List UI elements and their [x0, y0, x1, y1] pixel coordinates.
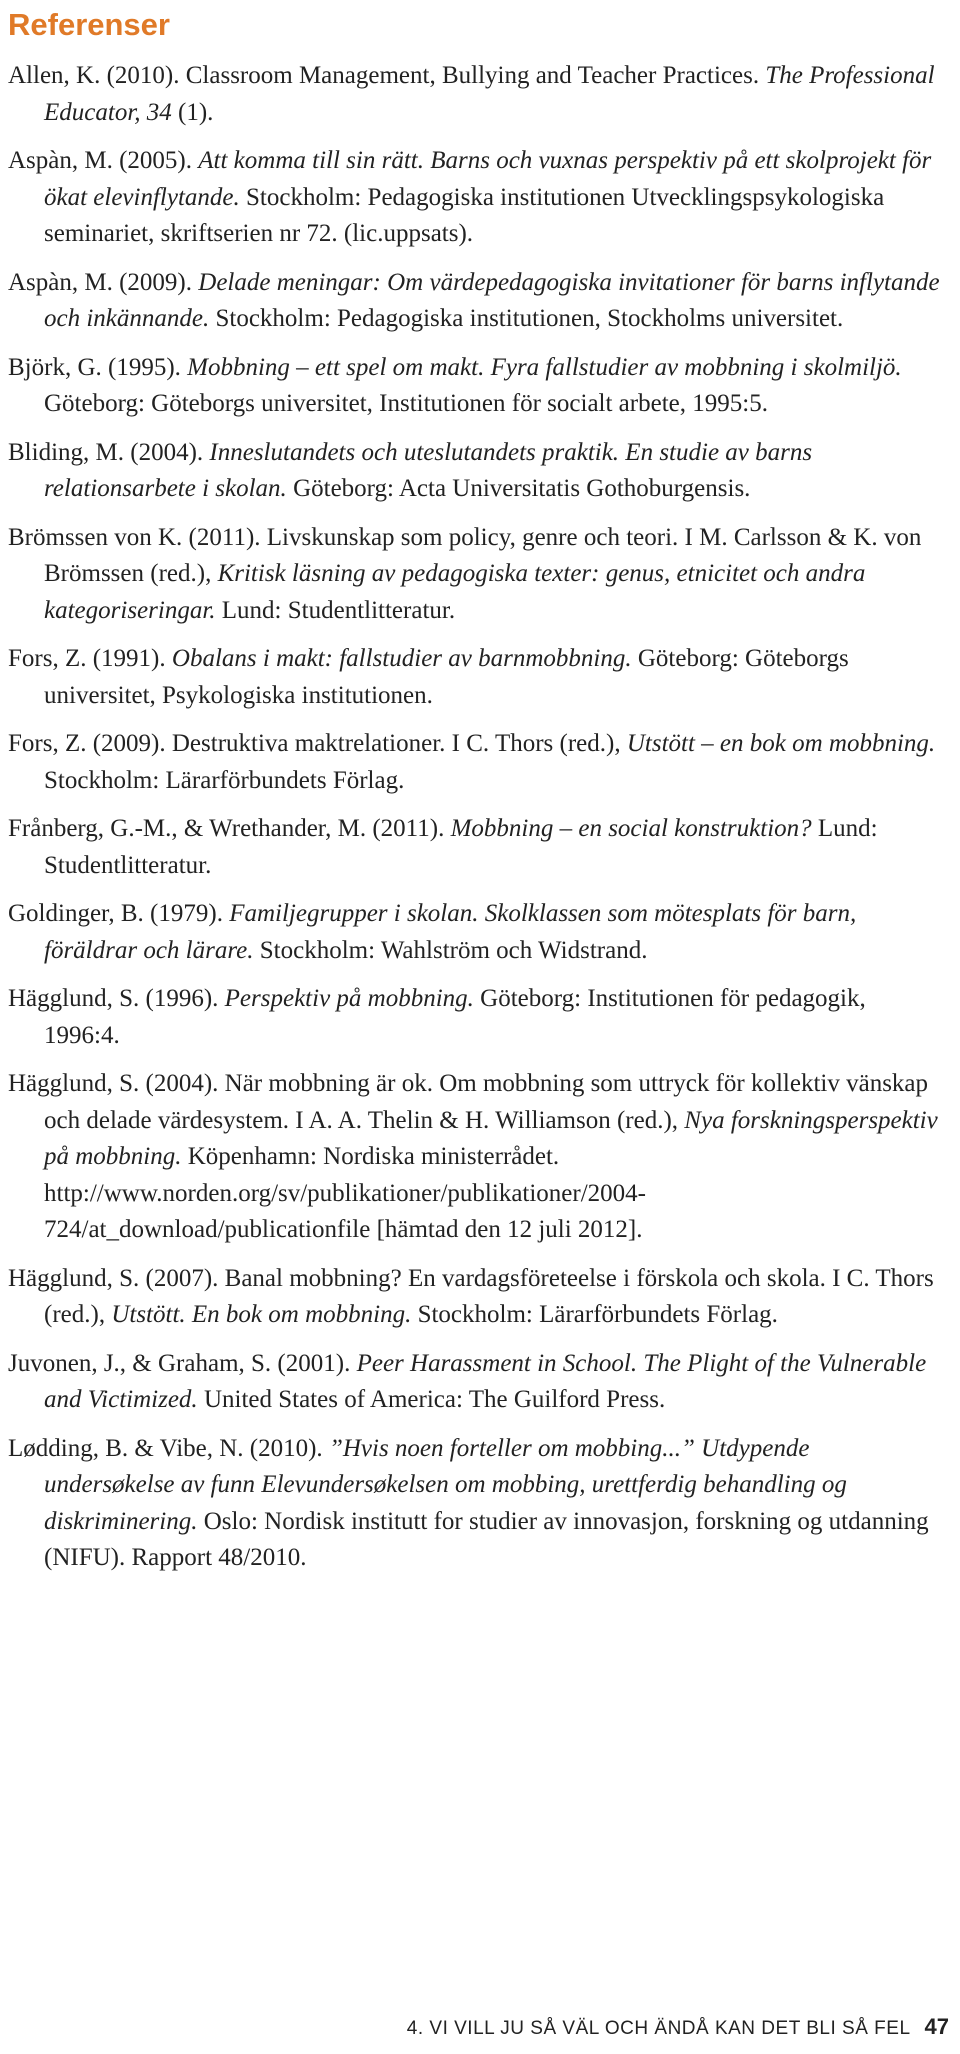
reference-text: Brömssen von K. (2011). Livskunskap som policy, genre och teori. I M. Carlsson & K. von Brömssen (red.),: [8, 523, 922, 587]
reference-title: Perspektiv på mobbning.: [224, 985, 474, 1012]
reference-text: United States of America: The Guilford Press.: [197, 1386, 666, 1413]
reference-entry: [8, 1261, 943, 1334]
reference-entry: [8, 641, 943, 714]
reference-text: (1).: [171, 98, 214, 126]
reference-list: [8, 58, 943, 1589]
reference-text: Göteborg: Göteborgs universitet, Institutionen för socialt arbete, 1995:5.: [44, 390, 768, 417]
reference-text: Göteborg: Göteborgs universitet, Psykologiska institutionen.: [44, 645, 849, 709]
reference-title: Utstött – en bok om mobbning.: [626, 730, 936, 757]
reference-text: Hägglund, S. (2007). Banal mobbning? En vardagsföreteelse i förskola och skola. I C. Thors (red.),: [8, 1264, 934, 1328]
reference-text: Köpenhamn: Nordiska ministerrådet. http://www.norden.org/sv/publikationer/publikationer/2004-724/at_download/publicationfile [hämtad den 12 juli 2012].: [44, 1143, 647, 1243]
reference-text: Oslo: Nordisk institutt for studier av innovasjon, forskning og utdanning (NIFU). Rapport 48/2010.: [44, 1507, 929, 1571]
reference-entry: [8, 981, 943, 1054]
reference-text: Stockholm: Pedagogiska institutionen Utvecklingspsykologiska seminariet, skriftserien nr 72. (lic.uppsats).: [44, 183, 885, 247]
reference-text: Lund: Studentlitteratur.: [44, 815, 878, 879]
reference-title: Inneslutandets och uteslutandets praktik. En studie av barns relationsarbete i skolan.: [44, 438, 813, 502]
reference-title: Nya forskningsperspektiv på mobbning.: [44, 1106, 938, 1170]
reference-entry: [8, 435, 943, 508]
reference-entry: [8, 1066, 943, 1249]
reference-text: Hägglund, S. (2004). När mobbning är ok. Om mobbning som uttryck för kollektiv vänskap och delade värdesystem. I A. A. Thelin & H. Williamson (red.),: [8, 1070, 929, 1134]
reference-title: Familjegrupper i skolan. Skolklassen som mötesplats för barn, föräldrar och lärare.: [44, 900, 857, 964]
reference-title: Utstött. En bok om mobbning.: [111, 1301, 412, 1328]
reference-title: Obalans i makt: fallstudier av barnmobbning.: [171, 645, 632, 672]
reference-text: Aspàn, M. (2009).: [8, 268, 199, 296]
reference-entry: [8, 811, 943, 884]
reference-text: Fors, Z. (1991).: [8, 645, 172, 672]
page-footer: [407, 2014, 949, 2040]
section-heading: Referenser: [8, 7, 170, 42]
reference-entry: [8, 520, 943, 630]
reference-entry: [8, 143, 943, 253]
footer-chapter-title: 4. VI VILL JU SÅ VÄL OCH ÄNDÅ KAN DET BLI SÅ FEL: [406, 2018, 911, 2039]
reference-text: Aspàn, M. (2005).: [8, 147, 199, 174]
reference-text: Björk, G. (1995).: [8, 353, 188, 381]
reference-text: Stockholm: Lärarförbundets Förlag.: [44, 766, 405, 794]
reference-text: Frånberg, G.-M., & Wrethander, M. (2011).: [8, 815, 451, 842]
reference-entry: [8, 1346, 943, 1419]
reference-title: Peer Harassment in School. The Plight of the Vulnerable and Victimized.: [44, 1349, 927, 1413]
reference-text: Lund: Studentlitteratur.: [215, 596, 456, 624]
reference-title: Mobbning – en social konstruktion?: [450, 815, 812, 842]
reference-title: The Professional Educator, 34: [44, 62, 935, 126]
reference-title: Delade meningar: Om värdepedagogiska invitationer för barns inflytande och inkännande.: [44, 268, 940, 332]
reference-entry: [8, 726, 943, 799]
reference-text: Juvonen, J., & Graham, S. (2001).: [8, 1349, 357, 1377]
reference-text: Stockholm: Lärarförbundets Förlag.: [411, 1301, 778, 1328]
reference-entry: [8, 1431, 943, 1577]
reference-title: ”Hvis noen forteller om mobbing...” Utdypende undersøkelse av funn Elevundersøkelsen om mobbing, urettferdig behandling og diskriminering.: [44, 1434, 847, 1535]
reference-text: Lødding, B. & Vibe, N. (2010).: [8, 1434, 329, 1462]
reference-entry: [8, 350, 943, 423]
page-number: 47: [924, 2014, 949, 2039]
reference-entry: [8, 58, 943, 131]
reference-entry: [8, 896, 943, 969]
reference-text: Stockholm: Pedagogiska institutionen, Stockholms universitet.: [209, 305, 844, 332]
reference-title: Kritisk läsning av pedagogiska texter: genus, etnicitet och andra kategoriseringar.: [44, 560, 866, 624]
reference-entry: [8, 265, 943, 338]
reference-text: Göteborg: Institutionen för pedagogik, 1996:4.: [44, 985, 866, 1049]
reference-title: Att komma till sin rätt. Barns och vuxnas perspektiv på ett skolprojekt för ökat elevinflytande.: [44, 147, 932, 211]
reference-text: Goldinger, B. (1979).: [8, 900, 230, 927]
reference-text: Fors, Z. (2009). Destruktiva maktrelationer. I C. Thors (red.),: [8, 730, 627, 757]
reference-text: Stockholm: Wahlström och Widstrand.: [253, 936, 648, 964]
reference-text: Allen, K. (2010). Classroom Management, Bullying and Teacher Practices.: [8, 62, 766, 89]
reference-text: Bliding, M. (2004).: [8, 438, 210, 466]
reference-text: Göteborg: Acta Universitatis Gothoburgensis.: [286, 475, 751, 502]
reference-title: Mobbning – ett spel om makt. Fyra fallstudier av mobbning i skolmiljö.: [187, 353, 902, 381]
reference-text: Hägglund, S. (1996).: [8, 985, 225, 1012]
